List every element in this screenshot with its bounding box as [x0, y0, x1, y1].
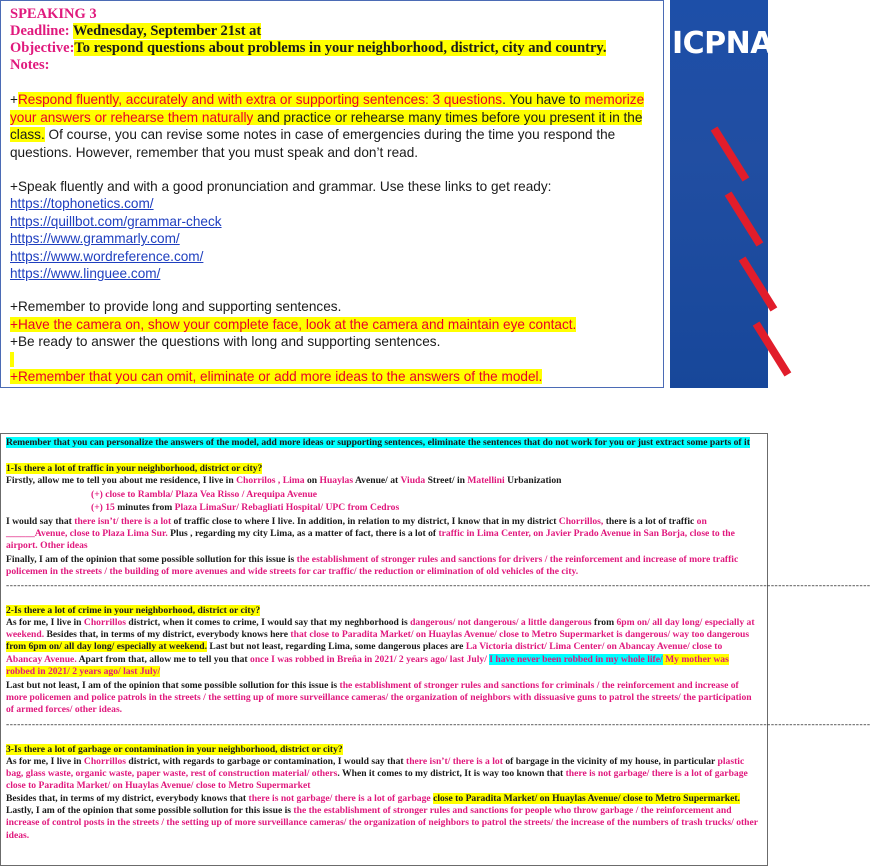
link-wordreference[interactable]: https://www.wordreference.com/ [10, 248, 204, 264]
note-omit-ideas: +Remember that you can omit, eliminate or add more ideas to the answers of the model. [10, 369, 543, 384]
q1-answer-line-1: Firstly, allow me to tell you about me residence, I live in Chorrilos , Lima on Huaylas Avenue/ at Viuda Street/ in Matellini Urbanization [6, 475, 562, 486]
model-answers-panel [0, 433, 871, 866]
question-3: 3-Is there a lot of garbage or contamination in your neighborhood, district or city? [6, 744, 343, 755]
q3-answer-paragraph-2: Besides that, in terms of my district, everybody knows that there is not garbage/ there is a lot of garbage close to Paradita Market/ on Huaylas Avenue/ close to Metro Supermarket. Lastly, I am of the opinion that some possible sollution for this issue is the the establishment of stronger rules and sanctions for people who throw garbage / the reinforcement and increase of control posts in the streets / the setting up of more surveillance cameras/ the organization of neighbors to patrol the streets/ the increase of the numbers of trash trucks/ other ideas. [6, 793, 758, 841]
instructions-panel [0, 0, 664, 388]
q1-answer-paragraph-3: Finally, I am of the opinion that some possible sollution for this issue is the establishment of stronger rules and sanctions for drivers / the reinforcement and increase of more traffic policemen in the streets / the building of more avenues and wide streets for car traffic/ the reduction or elimination of old vehicles of the city. [6, 554, 739, 578]
q3-answer: As for me, I live in Chorrillos district, with regards to garbage or contamination, I would say that there isn’t/ there is a lot of bargage in the vicinity of my house, in particular plastic bag, glass waste, organic waste, paper waste, rest of construction material/ others. When it comes to my district, It is way too known that there is not garbage/ there is a lot of garbage close to Paradita Market/ on Huaylas Avenue/ close to Metro Supermarket [6, 756, 748, 792]
links-list [10, 195, 650, 283]
notes-label: Notes: [10, 57, 50, 73]
q1-bullet-2: (+) 15 minutes from Plaza LimaSur/ Rebagliati Hospital/ UPC from Cedros [91, 502, 400, 513]
note-long-sentences: +Remember to provide long and supporting sentences. [10, 299, 342, 314]
q2-solution: Last but not least, I am of the opinion that some possible sollution for this issue is the establishment of stronger rules and sanctions for criminals / the reinforcement and increase of more policemen and police patrols in the streets / the setting up of more surveillance cameras/ the organization of neighbors with dissuasive guns to patrol the streets/ the participation of armed forces/ other ideas. [6, 680, 752, 716]
brand-banner [670, 0, 773, 388]
q1-answer-paragraph-2: I would say that there isn’t/ there is a lot of traffic close to where I live. In addition, in relation to my district, I know that in my district Chorrillos, there is a lot of traffic on ______Avenue, close to Plaza Lima Sur. Plus , regarding my city Lima, as a matter of fact, there is a lot of traffic in Lima Center, on Javier Prado Avenue in San Borja, close to the airport. Other ideas [6, 516, 735, 552]
note-speak-fluently: +Speak fluently and with a good pronunciation and grammar. Use these links to get ready: [10, 179, 552, 194]
link-linguee[interactable]: https://www.linguee.com/ [10, 266, 161, 282]
page-title: SPEAKING 3 [10, 6, 97, 22]
banner-stripe [711, 126, 750, 181]
link-tophonetics[interactable]: https://tophonetics.com/ [10, 196, 154, 211]
banner-stripe [725, 191, 764, 246]
link-quillbot[interactable]: https://quillbot.com/grammar-check [10, 213, 222, 229]
deadline-line: Deadline: Wednesday, September 21st at [10, 23, 262, 39]
separator: ------------------------------------------------------------------------------------------------------------------------------------------------------------------------------------------------------------------------------------------ [6, 719, 871, 730]
deadline-value: Wednesday, September 21st at [72, 23, 262, 39]
q1-bullet-1: (+) close to Rambla/ Plaza Vea Risso / Arequipa Avenue [91, 489, 318, 500]
objective-line: Objective:To respond questions about problems in your neighborhood, district, city and country. [10, 40, 607, 56]
banner-stripe [753, 321, 792, 376]
note-camera-on: +Have the camera on, show your complete face, look at the camera and maintain eye contact. [10, 317, 577, 332]
link-grammarly[interactable]: https://www.grammarly.com/ [10, 231, 180, 247]
q2-answer: As for me, I live in Chorrillos district, when it comes to crime, I would say that my neghborhood is dangerous/ not dangerous/ a little dangerous from 6pm on/ all day long/ especially at weekend. Besides that, in terms of my district, everybody knows here that close to Paradita Market/ on Huaylas Avenue/ close to Metro Supermarket is dangerous/ way too dangerous from 6pm on/ all day long/ especially at weekend. Last but not least, regarding Lima, some dangerous places are La Victoria district/ Lima Center/ on Abancay Avenue/ close to Abancay Avenue. Apart from that, allow me to tell you that once I was robbed in Breña in 2021/ 2 years ago/ last July/ I have never been robbed in my whole life/ My mother was robbed in 2021/ 2 years ago/ last July/ [6, 617, 755, 677]
icpna-logo: ICPNA [672, 26, 773, 61]
banner-stripe [739, 256, 778, 311]
model-intro: Remember that you can personalize the answers of the model, add more ideas or supporting sentences, eliminate the sentences that do not work for you or just extract some parts of it [6, 437, 750, 448]
note-respond-fluently: +Respond fluently, accurately and with extra or supporting sentences: 3 questions. You have to memorize your answers or rehearse them naturally and practice or rehearse many times before you present it in the class. Of course, you can revise some notes in case of emergencies during the time you respond the questions. However, remember that you must speak and don’t read. [10, 92, 645, 160]
question-1: 1-Is there a lot of traffic in your neighborhood, district or city? [6, 463, 263, 474]
highlight-cursor-line: ​ [10, 352, 14, 367]
objective-value: To respond questions about problems in your neighborhood, district, city and country. [74, 40, 607, 56]
question-2: 2-Is there a lot of crime in your neighborhood, district or city? [6, 605, 261, 616]
separator: ------------------------------------------------------------------------------------------------------------------------------------------------------------------------------------------------------------------------------------------ [6, 580, 871, 591]
note-be-ready: +Be ready to answer the questions with long and supporting sentences. [10, 334, 441, 349]
